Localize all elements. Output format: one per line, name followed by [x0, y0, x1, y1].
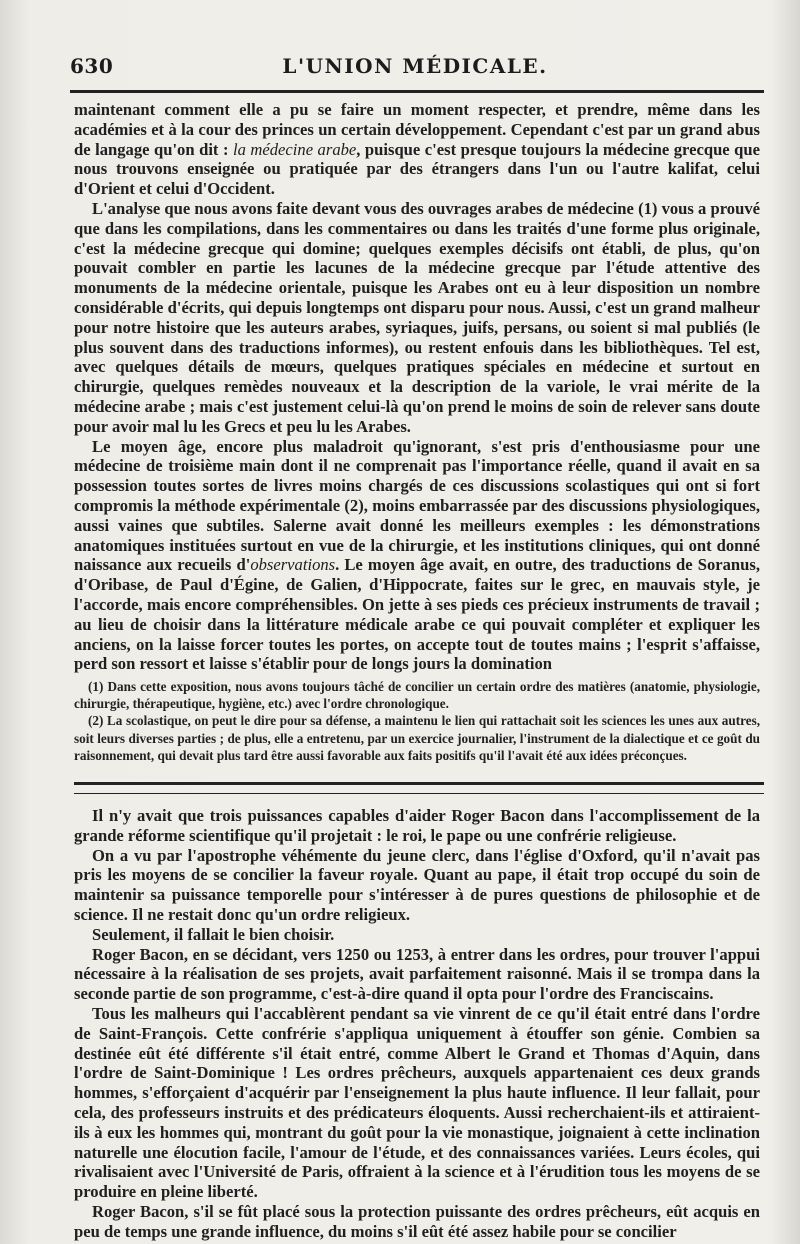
header-rule — [70, 90, 764, 93]
paragraph: Roger Bacon, en se décidant, vers 1250 ou 1253, à entrer dans les ordres, pour trouver l'appui nécessaire à la réalisation de ses projets, avait parfaitement raisonné. Mais il se trompa dans la seconde partie de son programme, c'est-à-dire quand il opta pour l'ordre des Franciscains. — [74, 944, 760, 1004]
paragraph: maintenant comment elle a pu se faire un moment respecter, et prendre, même dans les académies et à la cour des princes un certain développement. Cependant c'est par un grand abus de langage qu'on dit : la médecine arabe, puisque c'est presque toujours la médecine grecque que nous trouvons enseignée ou pratiquée par des étrangers dans l'un ou l'autre kalifat, celui d'Orient et celui d'Occident. — [74, 100, 760, 199]
paragraph: L'analyse que nous avons faite devant vous des ouvrages arabes de médecine (1) vous a prouvé que dans les compilations, dans les commentaires ou dans les traités d'une forme plus originale, c'est la médecine grecque qui domine; quelques exemples décisifs ont établi, de plus, qu'on pouvait combler en partie les lacunes de la médecine grecque par l'étude attentive des monuments de la médecine orientale, puisque les Arabes ont eu à leur disposition un nombre considérable d'écrits, qui depuis longtemps ont disparu pour nous. Aussi, c'est un grand malheur pour notre histoire que les auteurs arabes, syriaques, juifs, persans, ou soient si mal publiés (le plus souvent dans des traductions informes), ou restent enfouis dans les bibliothèques. Tel est, avec quelques détails de mœurs, quelques pratiques spéciales en médecine et surtout en chirurgie, quelques remèdes nouveaux et la description de la variole, le vrai mérite de la médecine arabe ; mais c'est justement celui-là qu'on prend le moins de soin de relever sans doute pour avoir mal lu les Grecs et peu lu les Arabes. — [74, 198, 760, 436]
footnotes — [74, 678, 760, 764]
footnote: (2) La scolastique, on peut le dire pour sa défense, a maintenu le lien qui rattachait soit les sciences les unes aux autres, soit leurs diverses parties ; de plus, elle a entretenu, par un exercice journalier, l'instrument de la dialectique et ce goût du raisonnement, qui devait plus tard être aussi favorable aux faits positifs qu'il l'avait été aux idées préconçues. — [74, 713, 760, 763]
running-title: L'UNION MÉDICALE. — [282, 54, 548, 78]
paragraph: On a vu par l'apostrophe véhémente du jeune clerc, dans l'église d'Oxford, qu'il n'avait pas pris les moyens de se concilier la faveur royale. Quant au pape, il était trop occupé du soin de maintenir sa puissance temporelle pour s'intéresser à de pures questions de philosophie et de science. Il ne restait donc qu'un ordre religieux. — [74, 845, 760, 924]
paragraph: Seulement, il fallait le bien choisir. — [92, 924, 335, 944]
paragraph: Roger Bacon, s'il se fût placé sous la protection puissante des ordres prêcheurs, eût acquis en peu de temps une grande influence, du moins s'il eût été assez habile pour se concilier — [74, 1201, 760, 1241]
section-divider — [74, 782, 764, 794]
paragraph: Le moyen âge, encore plus maladroit qu'ignorant, s'est pris d'enthousiasme pour une médecine de troisième main dont il ne comprenait pas l'importance réelle, quand il avait en sa possession toutes sortes de livres moins chargés de ces discussions scolastiques qui ont si fort compromis la méthode expérimentale (2), moins embarrassée par des discussions physiologiques, aussi vaines que subtiles. Salerne avait donné les meilleurs exemples : les démonstrations anatomiques instituées surtout en vue de la chirurgie, et les institutions cliniques, qui ont donné naissance aux recueils d'observations. Le moyen âge avait, en outre, des traductions de Soranus, d'Oribase, de Paul d'Égine, de Galien, d'Hippocrate, faites sur le grec, en mauvais style, je l'accorde, mais encore compréhensibles. On jette à ses pieds ces précieux instruments de travail ; au lieu de choisir dans la littérature médicale arabe ce qui pouvait compléter et expliquer les anciens, on la laisse forcer toutes les portes, on accepte tout de toutes mains ; l'esprit s'affaisse, perd son ressort et laisse s'établir pour de longs jours la domination — [74, 436, 760, 674]
italic-phrase: observations — [250, 555, 336, 575]
paragraph: Tous les malheurs qui l'accablèrent pendant sa vie vinrent de ce qu'il était entré dans l'ordre de Saint-François. Cette confrérie s'appliqua uniquement à étouffer son génie. Combien sa destinée eût été différente s'il était entré, comme Albert le Grand et Thomas d'Aquin, dans l'ordre de Saint-Dominique ! Les ordres prêcheurs, auxquels appartenaient ces deux grands hommes, s'efforçaient d'acquérir par l'enseignement la plus haute influence. Il leur fallait, pour cela, des professeurs instruits et des prédicateurs éloquents. Aussi recherchaient-ils et attiraient-ils à eux les hommes qui, montrant du goût pour la vie monastique, joignaient à cette inclination naturelle une élocution facile, l'amour de l'étude, et des connaissances variées. Leurs écoles, qui rivalisaient avec l'Université de Paris, offraient à la science et à l'érudition tous les moyens de se produire en pleine liberté. — [74, 1003, 760, 1202]
italic-phrase: la médecine arabe — [233, 139, 357, 159]
article-top — [74, 100, 760, 674]
article-bottom — [74, 806, 760, 1242]
page-number: 630 — [70, 54, 114, 78]
paragraph: Il n'y avait que trois puissances capables d'aider Roger Bacon dans l'accomplissement de la grande réforme scientifique qu'il projetait : le roi, le pape ou une confrérie religieuse. — [74, 806, 760, 845]
page-header — [70, 54, 760, 88]
footnote: (1) Dans cette exposition, nous avons toujours tâché de concilier un certain ordre des matières (anatomie, physiologie, chirurgie, thérapeutique, hygiène, etc.) avec l'ordre chronologique. — [74, 679, 760, 712]
